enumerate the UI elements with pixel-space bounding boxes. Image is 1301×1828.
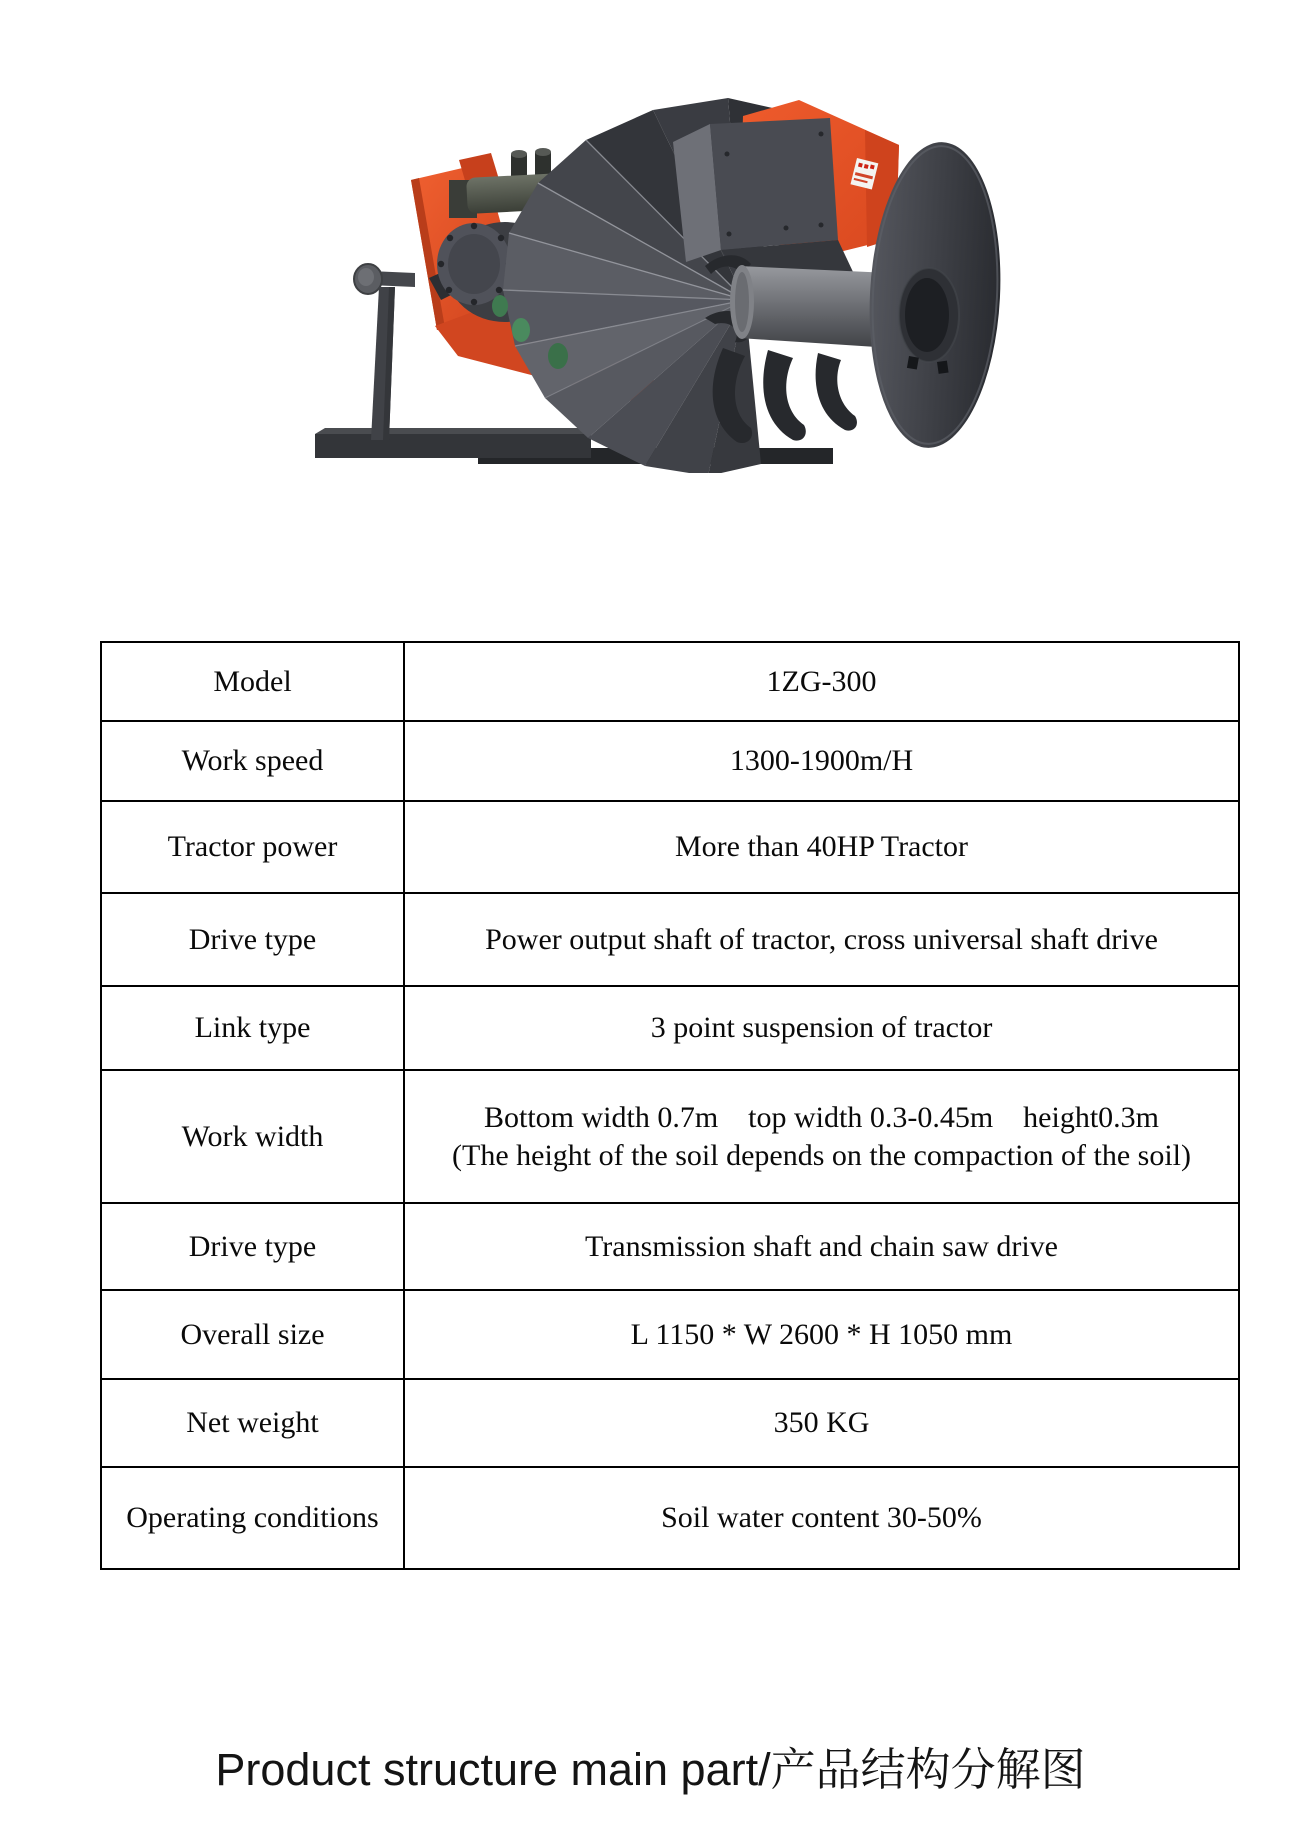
table-row: [101, 986, 1239, 1070]
spec-label-operating-conditions: Operating conditions: [101, 1467, 404, 1569]
spec-label-tractor-power: Tractor power: [101, 801, 404, 893]
work-width-line2: (The height of the soil depends on the compaction of the soil): [452, 1138, 1191, 1172]
table-row: [101, 1379, 1239, 1467]
spec-value-drive-type-2: Transmission shaft and chain saw drive: [404, 1203, 1239, 1290]
table-row: [101, 1290, 1239, 1379]
spec-label-net-weight: Net weight: [101, 1379, 404, 1467]
spec-value-overall-size: L 1150 * W 2600 * H 1050 mm: [404, 1290, 1239, 1379]
spec-table: [100, 641, 1240, 1570]
product-photo: [253, 68, 1098, 473]
spec-label-work-width: Work width: [101, 1070, 404, 1203]
spec-label-model: Model: [101, 642, 404, 721]
table-row: [101, 893, 1239, 986]
spec-label-drive-type-2: Drive type: [101, 1203, 404, 1290]
spec-value-drive-type-1: Power output shaft of tractor, cross universal shaft drive: [404, 893, 1239, 986]
spec-label-drive-type-1: Drive type: [101, 893, 404, 986]
spec-value-net-weight: 350 KG: [404, 1379, 1239, 1467]
table-row: [101, 642, 1239, 721]
table-row: [101, 1467, 1239, 1569]
spec-value-work-width: [404, 1070, 1239, 1203]
work-width-line1: Bottom width 0.7m top width 0.3-0.45m height0.3m: [484, 1101, 1159, 1134]
spec-label-work-speed: Work speed: [101, 721, 404, 801]
product-photo-svg: [253, 68, 1098, 473]
spec-value-operating-conditions: Soil water content 30-50%: [404, 1467, 1239, 1569]
table-row: [101, 721, 1239, 801]
table-row: [101, 1070, 1239, 1203]
table-row: [101, 1203, 1239, 1290]
spec-value-work-speed: 1300-1900m/H: [404, 721, 1239, 801]
spec-value-model: 1ZG-300: [404, 642, 1239, 721]
page-title: Product structure main part/产品结构分解图: [215, 1744, 1086, 1795]
spec-value-link-type: 3 point suspension of tractor: [404, 986, 1239, 1070]
spec-label-overall-size: Overall size: [101, 1290, 404, 1379]
table-row: [101, 801, 1239, 893]
spec-value-tractor-power: More than 40HP Tractor: [404, 801, 1239, 893]
spec-label-link-type: Link type: [101, 986, 404, 1070]
